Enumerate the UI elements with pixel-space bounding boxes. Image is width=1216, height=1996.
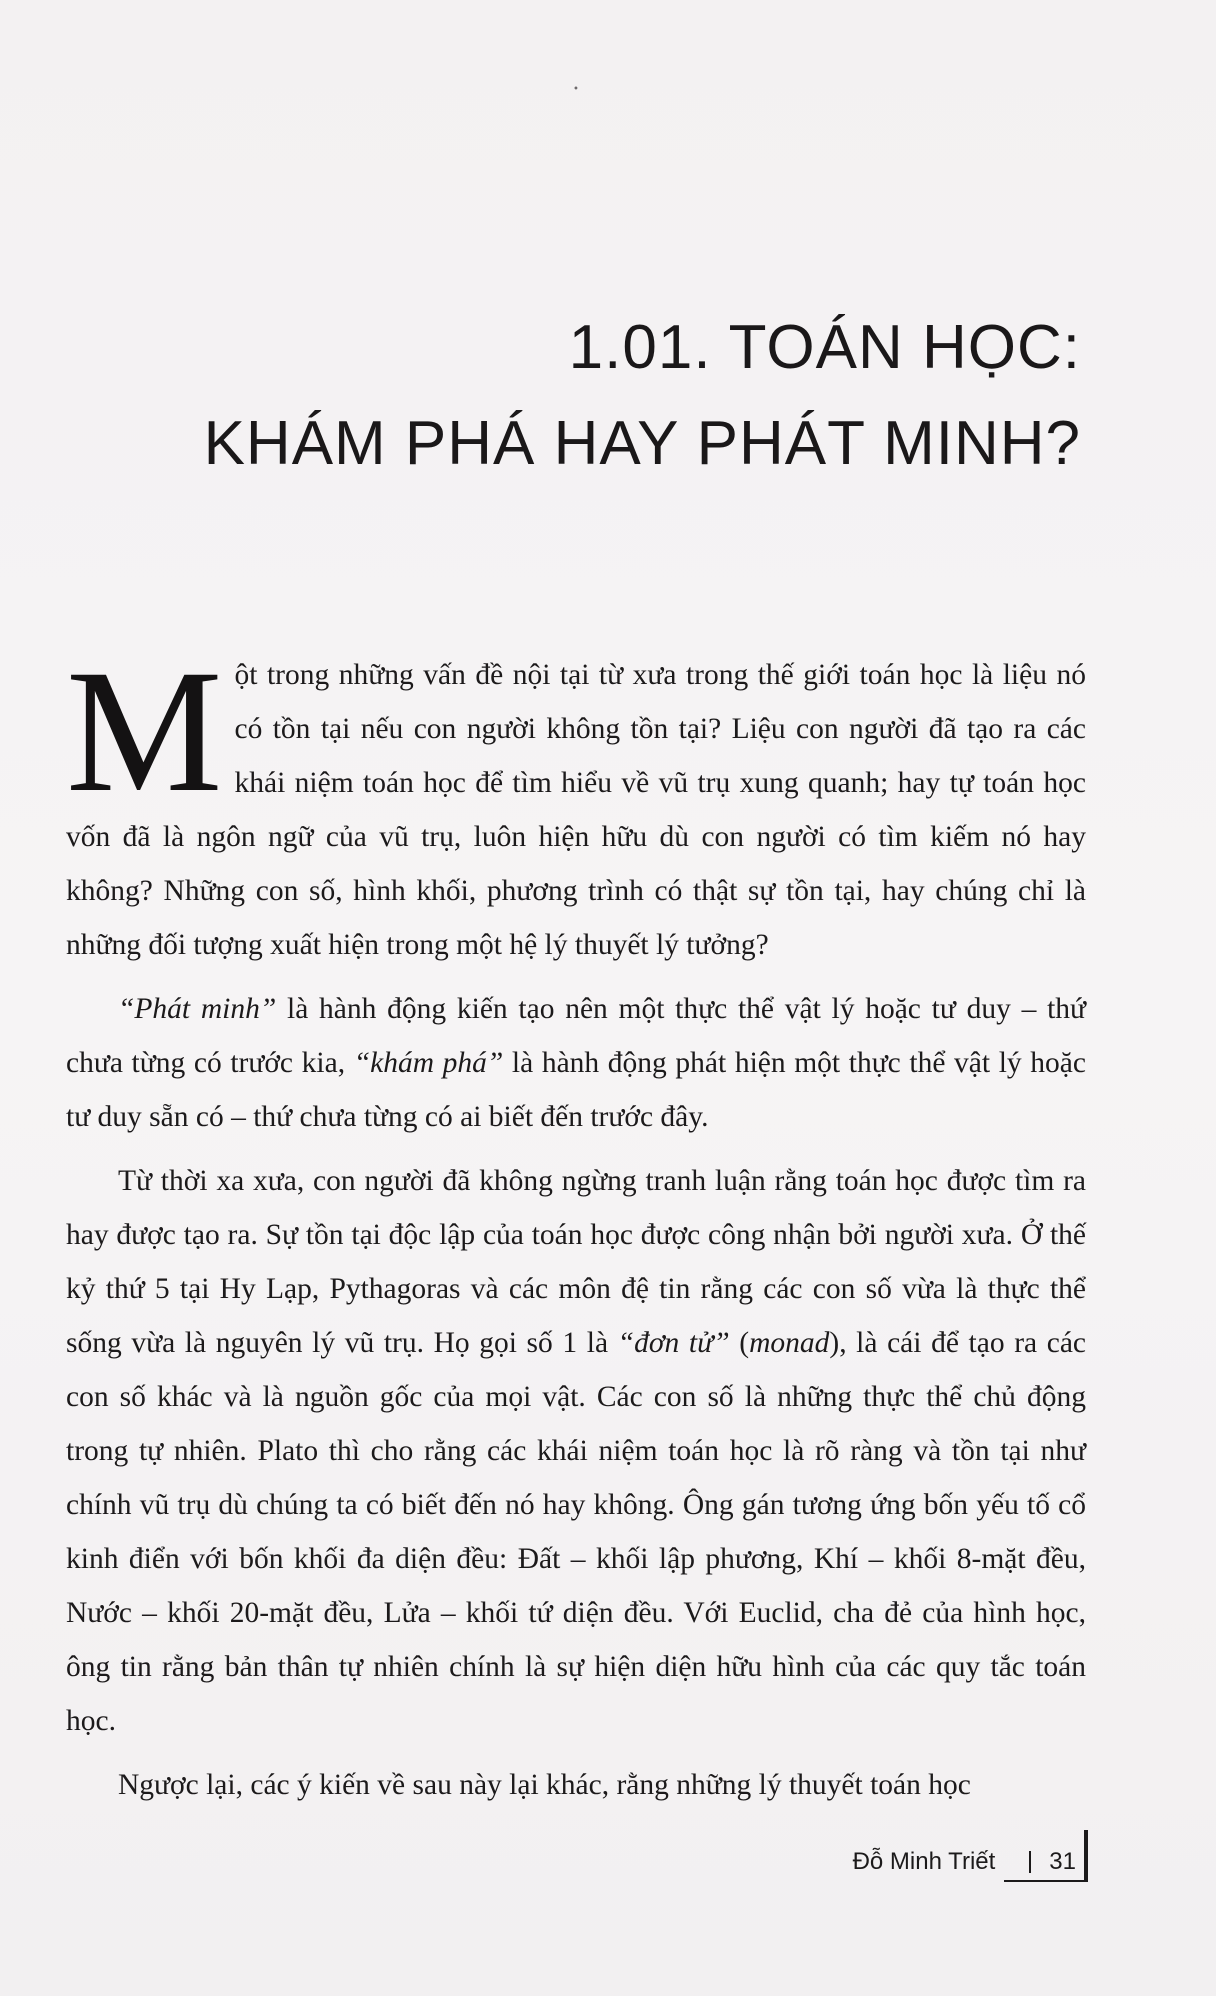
paragraph-1-text: ột trong những vấn đề nội tại từ xưa trong thế giới toán học là liệu nó có tồn tại nếu con người không tồn tại? Liệu con người đã tạo ra các khái niệm toán học để tìm hiểu về vũ trụ xung quanh; hay tự toán học vốn đã là ngôn ngữ của vũ trụ, luôn hiện hữu dù con người có tìm kiếm nó hay không? Những con số, hình khối, phương trình có thật sự tồn tại, hay chúng chỉ là những đối tượng xuất hiện trong một hệ lý thuyết lý tưởng?	[66, 659, 1086, 961]
page-number: 31	[1049, 1848, 1076, 1875]
chapter-number-title: 1.01. TOÁN HỌC:	[568, 313, 1081, 382]
paragraph-1	[66, 634, 1086, 972]
paragraph-3-c: ), là cái để tạo ra các con số khác và là nguồn gốc của mọi vật. Các con số là những thực thể chủ động trong tự nhiên. Plato thì cho rằng các khái niệm toán học là rõ ràng và tồn tại như chính vũ trụ dù chúng ta có biết đến nó hay không. Ông gán tương ứng bốn yếu tố cổ kinh điển với bốn khối đa diện đều: Đất – khối lập phương, Khí – khối 8-mặt đều, Nước – khối 20-mặt đều, Lửa – khối tứ diện đều. Với Euclid, cha đẻ của hình học, ông tin rằng bản thân tự nhiên chính là sự hiện diện hữu hình của các quy tắc toán học.	[66, 1327, 1087, 1737]
footer-author: Đỗ Minh Triết	[852, 1848, 996, 1875]
paragraph-2	[66, 982, 1086, 1144]
term-invention: “Phát minh”	[118, 993, 277, 1025]
chapter-title	[204, 300, 1081, 492]
drop-cap: M	[66, 634, 223, 829]
page-footer	[853, 1848, 1076, 1876]
term-monad-vn: “đơn tử”	[617, 1327, 730, 1359]
paragraph-3-a: Từ thời xa xưa, con người đã không ngừng tranh luận rằng toán học được tìm ra hay được tạo ra. Sự tồn tại độc lập của toán học được công nhận bởi người xưa. Ở thế kỷ thứ 5 tại Hy Lạp, Pythagoras và các môn đệ tin rằng các con số vừa là thực thể sống vừa là nguyên lý vũ trụ. Họ gọi số 1 là	[66, 1165, 1086, 1359]
paragraph-3-b: (	[729, 1327, 750, 1359]
paragraph-4-text: Ngược lại, các ý kiến về sau này lại khác, rằng những lý thuyết toán học	[118, 1769, 971, 1801]
footer-base-rule	[1004, 1880, 1088, 1882]
footer-corner-rule	[1084, 1830, 1088, 1882]
term-monad: monad	[749, 1327, 830, 1359]
paragraph-3	[66, 1154, 1086, 1748]
footer-separator	[1029, 1851, 1031, 1873]
print-mark: •	[573, 84, 579, 95]
chapter-subtitle: KHÁM PHÁ HAY PHÁT MINH?	[203, 409, 1081, 478]
term-discovery: “khám phá”	[353, 1047, 504, 1079]
body-text	[66, 634, 1087, 1812]
paragraph-2-mid: là hành động kiến tạo nên một thực thể vật lý hoặc tư duy – thứ chưa từng có trước kia,	[66, 993, 1087, 1079]
paragraph-4	[66, 1758, 1086, 1812]
paragraph-2-end: là hành động phát hiện một thực thể vật lý hoặc tư duy sẵn có – thứ chưa từng có ai biết đến trước đây.	[66, 1047, 1086, 1133]
